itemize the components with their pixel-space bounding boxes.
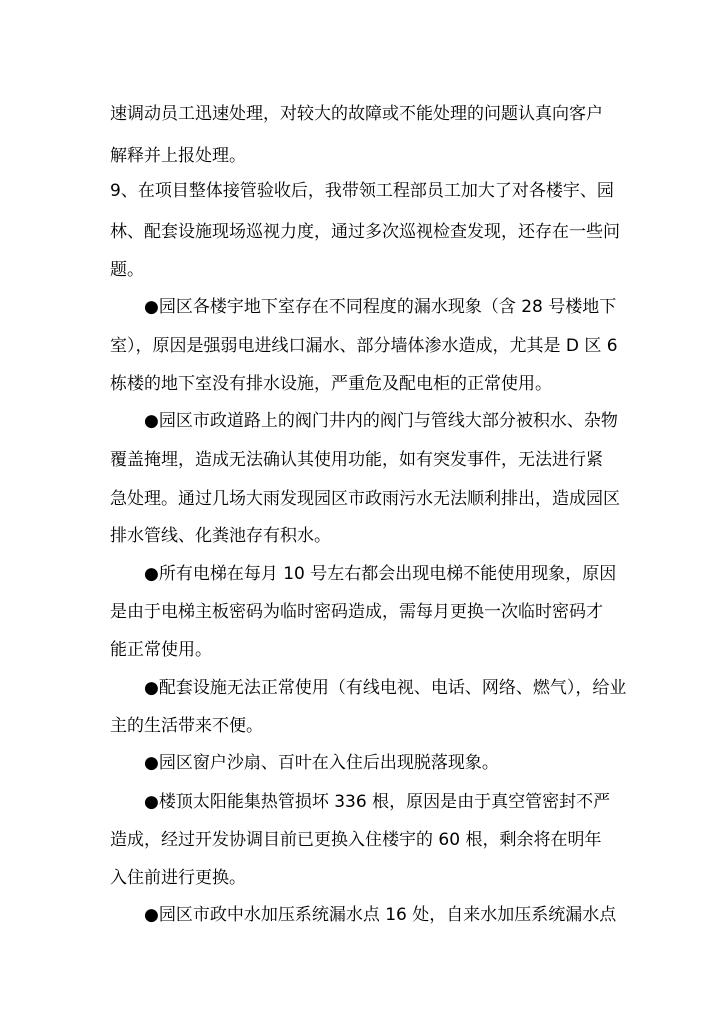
text-line: 造成，经过开发协调目前已更换入住楼宇的 60 根，剩余将在明年 <box>110 830 602 850</box>
text-line: 9、在项目整体接管验收后，我带领工程部员工加大了对各楼宇、园 <box>110 181 614 201</box>
text-line: 能正常使用。 <box>110 640 212 660</box>
text-line: 解释并上报处理。 <box>110 146 246 166</box>
text-line: ●园区市政道路上的阀门井内的阀门与管线大部分被积水、杂物 <box>144 411 618 431</box>
text-line: 室），原因是强弱电进线口漏水、部分墙体渗水造成，尤其是 D 区 6 <box>110 336 618 356</box>
text-line: 主的生活带来不便。 <box>110 716 263 736</box>
text-line: 林、配套设施现场巡视力度，通过多次巡视检查发现，还存在一些问 <box>110 222 620 242</box>
text-line: ●园区市政中水加压系统漏水点 16 处，自来水加压系统漏水点 <box>144 905 617 925</box>
text-line: 栋楼的地下室没有排水设施，严重危及配电柜的正常使用。 <box>110 374 552 394</box>
text-line: ●所有电梯在每月 10 号左右都会出现电梯不能使用现象，原因 <box>144 564 617 584</box>
text-line: 入住前进行更换。 <box>110 868 246 888</box>
text-line: 覆盖掩埋，造成无法确认其使用功能，如有突发事件，无法进行紧 <box>110 450 603 470</box>
text-line: 是由于电梯主板密码为临时密码造成，需每月更换一次临时密码才 <box>110 602 603 622</box>
text-line: 题。 <box>110 260 144 280</box>
text-line: ●配套设施无法正常使用（有线电视、电话、网络、燃气），给业 <box>144 678 627 698</box>
text-line: ●楼顶太阳能集热管损坏 336 根，原因是由于真空管密封不严 <box>144 792 611 812</box>
text-line: ●园区窗户沙扇、百叶在入住后出现脱落现象。 <box>144 753 499 773</box>
text-line: 速调动员工迅速处理，对较大的故障或不能处理的问题认真向客户 <box>110 104 603 124</box>
text-line: 排水管线、化粪池存有积水。 <box>110 526 331 546</box>
text-line: ●园区各楼宇地下室存在不同程度的漏水现象（含 28 号楼地下 <box>144 297 617 317</box>
text-line: 急处理。通过几场大雨发现园区市政雨污水无法顺利排出，造成园区 <box>110 489 620 509</box>
